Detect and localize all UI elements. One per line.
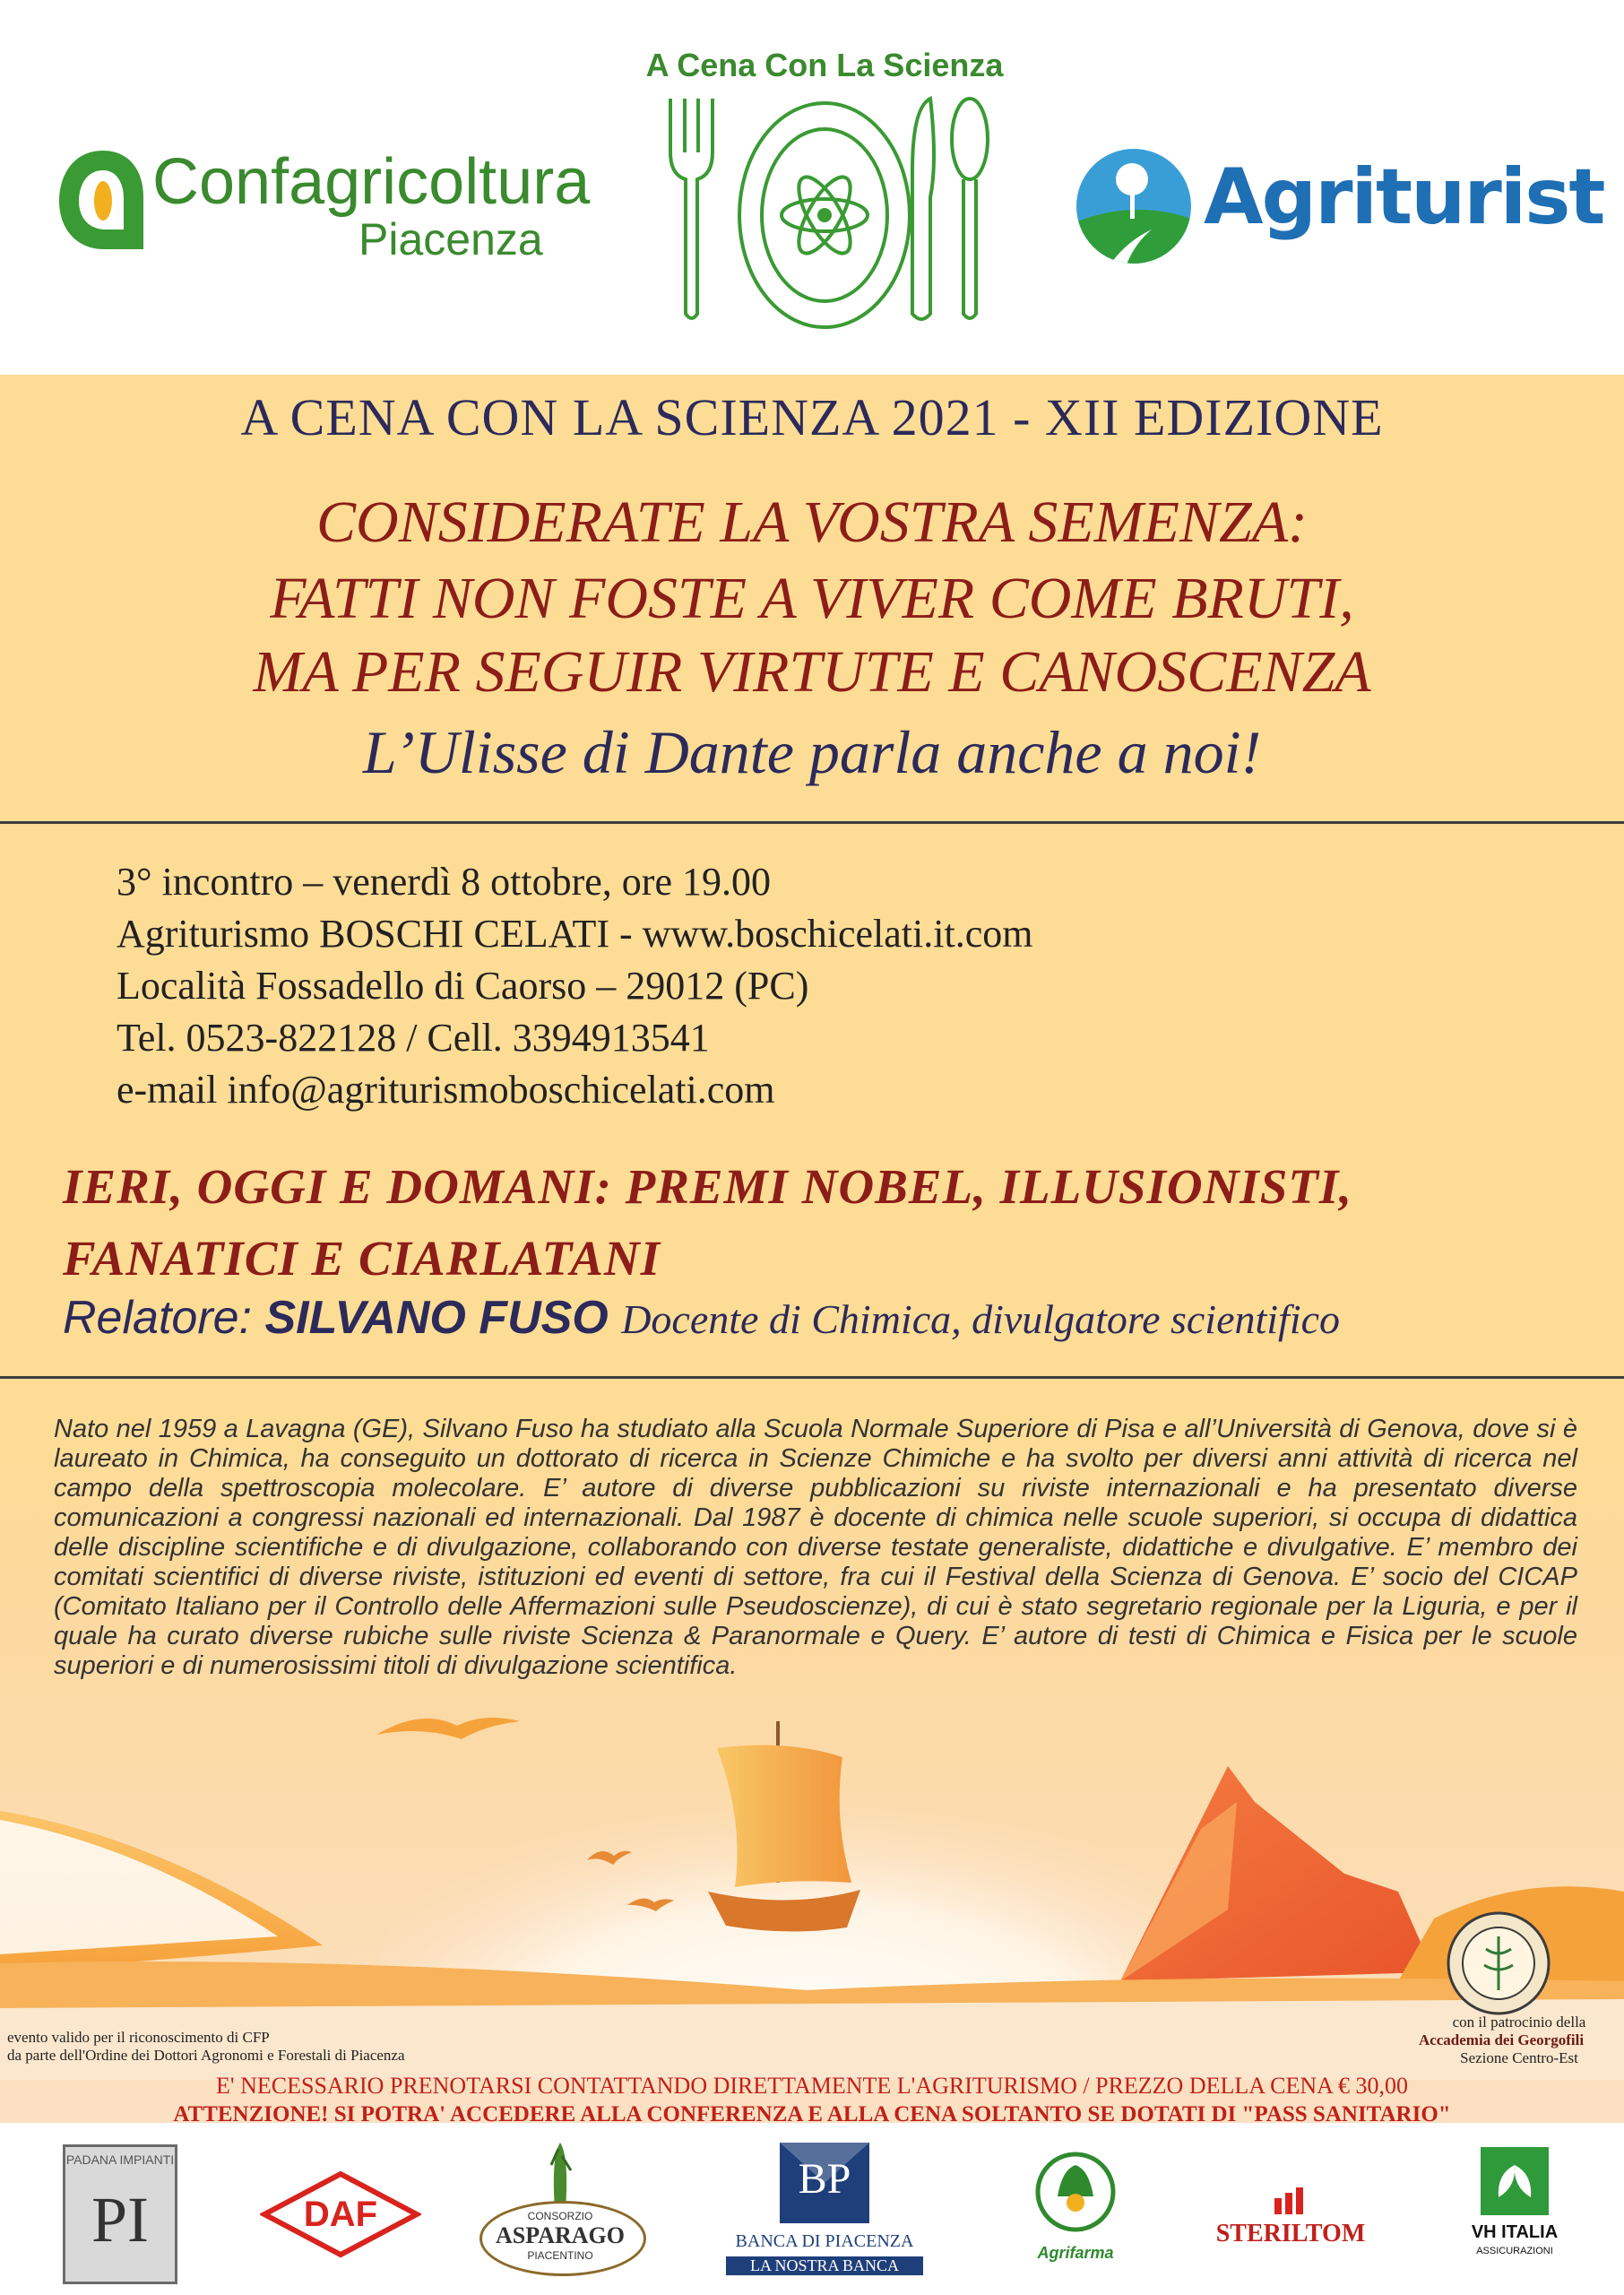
cfp-note-line-1: evento valido per il riconoscimento di CFP	[7, 2029, 270, 2046]
agriturist-name: Agriturist	[1204, 152, 1604, 242]
info-date: 3° incontro – venerdì 8 ottobre, ore 19.00	[117, 860, 771, 904]
asparago-bot: PIACENTINO	[527, 2249, 593, 2262]
sponsor-banca	[726, 2138, 923, 2286]
info-address: Località Fossadello di Caorso – 29012 (PC)	[117, 964, 809, 1008]
agrifarma-text: Agrifarma	[1037, 2244, 1114, 2262]
patronage-line-1: con il patrocinio della	[1452, 2014, 1586, 2031]
speaker-role: Docente di Chimica, divulgatore scientifico	[621, 1296, 1341, 1342]
divider-bottom	[0, 1376, 1624, 1379]
steriltom-logo-icon	[1273, 2187, 1309, 2214]
asparago-mid: ASPARAGO	[496, 2222, 625, 2248]
daf-text: DAF	[303, 2195, 378, 2234]
sponsor-asparago	[479, 2138, 641, 2282]
confagricoltura-icon	[54, 143, 152, 260]
sponsor-daf	[260, 2169, 421, 2259]
quote-line-1: CONSIDERATE LA VOSTRA SEMENZA:	[316, 489, 1308, 555]
asparago-top: CONSORZIO	[527, 2210, 593, 2222]
sunset-ship-illustration	[0, 1685, 1624, 2080]
edition-title: A CENA CON LA SCIENZA 2021 - XII EDIZIONE	[240, 388, 1384, 446]
tree-landscape-icon	[1071, 143, 1196, 269]
speaker-label: Relatore:	[63, 1292, 252, 1344]
confagricoltura-city: Piacenza	[358, 214, 543, 264]
speaker-bio: Nato nel 1959 a Lavagna (GE), Silvano Fuso ha studiato alla Scuola Normale Superiore di Pisa e all’Università di Genova, dove si è laureato in Chimica, ha conseguito un dottorato di ricerca in Scienze Chimiche e ha svolto per diversi anni attività di ricerca nel campo della spettroscopia molecolare. E’ autore di diverse pubblicazioni su riviste internazionali e ha presentato diverse comunicazioni a congressi nazionali ed internazionali. Dal 1987 è docente di chimica nelle scuole superiori, si occupa di didattica delle discipline scientifiche e di divulgazione, collaborando con diverse testate generaliste, didattiche e divulgative. E’ membro dei comitati scientifici di diverse riviste, istituzioni ed eventi di settore, fra cui il Festival della Scienza di Genova. E’ socio del CICAP (Comitato Italiano per il Controllo delle Affermazioni sulle Pseudoscienze), di cui è stato segretario regionale per la Liguria, e per il quale ha curato diverse rubiche sulle riviste Scienza & Paranormale e Query. E’ autore di testi di Chimica e Fisica per le scuole superiori e di numerosissimi titoli di divulgazione scientifica.	[54, 1415, 1577, 1680]
confagricoltura-logo	[54, 143, 609, 264]
divider-top	[0, 821, 1624, 824]
speaker-name: SILVANO FUSO	[264, 1292, 609, 1344]
padana-mark: PI	[91, 2184, 150, 2256]
vh-logo-icon	[1481, 2147, 1549, 2215]
sponsor-vh-italia	[1461, 2147, 1568, 2282]
cfp-note-line-2: da parte dell'Ordine dei Dottori Agronomi e Forestali di Piacenza	[7, 2047, 405, 2064]
header	[0, 0, 1624, 375]
asparagus-icon	[533, 2138, 587, 2210]
talk-title-line-2: FANATICI E CIARLATANI	[63, 1231, 661, 1286]
sponsor-agrifarma	[1026, 2147, 1125, 2282]
event-subtitle: L’Ulisse di Dante parla anche a noi!	[362, 718, 1262, 786]
banca-mark: BP	[798, 2155, 851, 2203]
padana-top-text: PADANA IMPIANTI	[65, 2152, 175, 2167]
agriturist-logo	[1071, 143, 1604, 269]
banca-tagline: LA NOSTRA BANCA	[726, 2256, 923, 2275]
sponsor-padana	[63, 2144, 177, 2284]
sponsor-steriltom	[1201, 2187, 1380, 2259]
info-email: e-mail info@agriturismoboschicelati.com	[117, 1068, 775, 1112]
vh-name: VH ITALIA	[1471, 2222, 1559, 2242]
banca-name: BANCA DI PIACENZA	[735, 2231, 914, 2251]
center-logo-title: A Cena Con La Scienza	[645, 47, 1004, 83]
speaker-line	[63, 1291, 1340, 1345]
agrifarma-logo-icon	[1035, 2147, 1116, 2237]
pass-warning: ATTENZIONE! SI POTRA' ACCEDERE ALLA CONFERENZA E ALLA CENA SOLTANTO SE DOTATI DI "PASS SANITARIO"	[173, 2102, 1451, 2126]
talk-title-line-1: IERI, OGGI E DOMANI: PREMI NOBEL, ILLUSIONISTI,	[63, 1159, 1353, 1214]
vh-subtitle: ASSICURAZIONI	[1476, 2246, 1553, 2256]
info-venue: Agriturismo BOSCHI CELATI - www.boschicelati.it.com	[117, 912, 1033, 956]
confagricoltura-name: Confagricoltura	[152, 146, 591, 218]
quote-line-2: FATTI NON FOSTE A VIVER COME BRUTI,	[270, 566, 1354, 631]
quote-line-3: MA PER SEGUIR VIRTUTE E CANOSCENZA	[253, 639, 1371, 705]
patronage-line-3: Sezione Centro-Est	[1460, 2049, 1578, 2066]
plate-atom-icon	[645, 90, 1004, 332]
georgofili-seal-icon	[1445, 1910, 1552, 2017]
patronage-line-2: Accademia dei Georgofili	[1418, 2031, 1585, 2048]
booking-notice: E' NECESSARIO PRENOTARSI CONTATTANDO DIRETTAMENTE L'AGRITURISMO / PREZZO DELLA CENA € 30,00	[216, 2073, 1408, 2099]
steriltom-text: STERILTOM	[1215, 2220, 1366, 2247]
info-phone: Tel. 0523-822128 / Cell. 3394913541	[117, 1016, 710, 1060]
